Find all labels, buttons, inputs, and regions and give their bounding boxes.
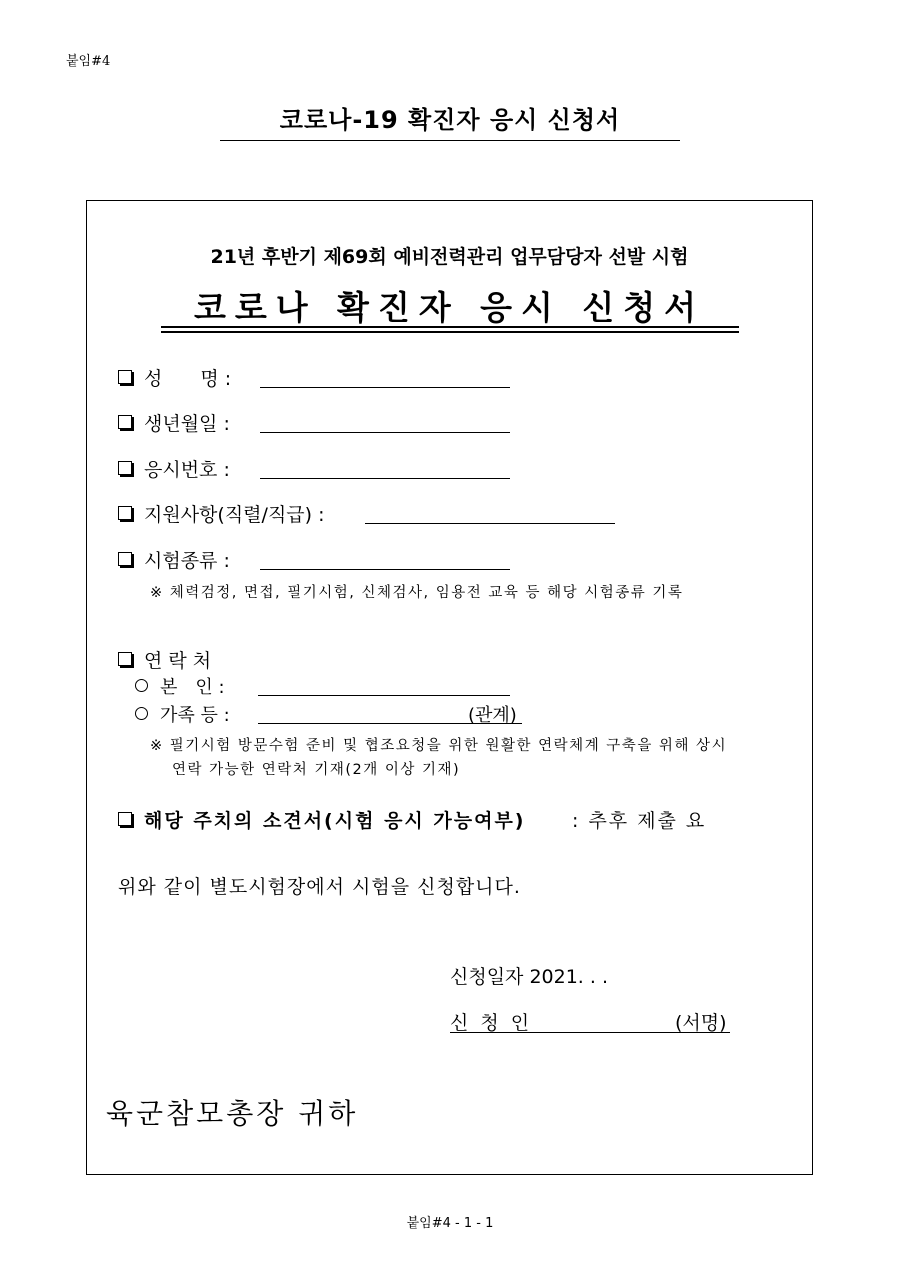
field-name	[118, 364, 231, 391]
birthdate-input-line[interactable]	[260, 432, 510, 433]
field-exam-number	[118, 455, 230, 482]
exam-type-note: ※ 체력검정, 면접, 필기시험, 신체검사, 임용전 교육 등 해당 시험종류 기록	[150, 585, 684, 601]
relation-label: (관계)	[468, 705, 517, 726]
checkbox-icon	[118, 370, 132, 384]
checkbox-icon	[118, 506, 132, 520]
field-application-label: 지원사항(직렬/직급) :	[144, 504, 325, 526]
field-application	[118, 500, 325, 527]
checkbox-icon	[118, 415, 132, 429]
contact-family-label: 가족 등 :	[160, 705, 230, 726]
addressee: 육군참모총장 귀하	[106, 1097, 359, 1130]
field-exam-number-label: 응시번호 :	[144, 459, 230, 481]
field-birthdate	[118, 409, 230, 436]
doctor-opinion-row	[118, 806, 526, 833]
checkbox-icon	[118, 652, 132, 666]
attachment-label: 붙임#4	[66, 54, 111, 69]
exam-number-input-line[interactable]	[260, 478, 510, 479]
doctor-opinion-label: 해당 주치의 소견서(시험 응시 가능여부)	[144, 810, 526, 832]
contact-self	[135, 673, 225, 699]
contact-family	[135, 701, 230, 727]
circle-bullet-icon	[135, 707, 148, 720]
checkbox-icon	[118, 552, 132, 566]
page-title: 코로나-19 확진자 응시 신청서	[279, 106, 621, 134]
contact-note-line1: ※ 필기시험 방문수험 준비 및 협조요청을 위한 원활한 연락체계 구축을 위해 상시	[150, 738, 728, 754]
statement: 위와 같이 별도시험장에서 시험을 신청합니다.	[118, 876, 521, 898]
contact-self-input-line[interactable]	[258, 695, 510, 696]
checkbox-icon	[118, 812, 132, 826]
title-underline	[220, 140, 680, 141]
field-name-label: 성 명 :	[144, 368, 232, 390]
signature-label: (서명)	[675, 1012, 727, 1034]
form-title: 코로나 확진자 응시 신청서	[193, 288, 706, 327]
field-exam-type	[118, 546, 230, 573]
name-input-line[interactable]	[260, 387, 510, 388]
form-title-underline-bottom	[161, 331, 739, 335]
page-footer: 붙임#4 - 1 - 1	[406, 1216, 494, 1231]
field-exam-type-label: 시험종류 :	[144, 550, 230, 572]
field-birthdate-label: 생년월일 :	[144, 413, 230, 435]
form-title-underline-top	[161, 326, 739, 330]
exam-type-input-line[interactable]	[260, 569, 510, 570]
applicant-signature-line[interactable]	[450, 1032, 730, 1033]
contact-self-label: 본 인 :	[160, 677, 225, 698]
doctor-opinion-value: : 추후 제출 요	[572, 810, 707, 832]
applicant-label: 신 청 인	[450, 1012, 533, 1034]
circle-bullet-icon	[135, 679, 148, 692]
application-date: 신청일자 2021. . .	[450, 966, 609, 988]
contact-heading	[118, 646, 211, 673]
application-input-line[interactable]	[365, 523, 615, 524]
exam-title: 21년 후반기 제69회 예비전력관리 업무담당자 선발 시험	[210, 246, 689, 268]
contact-heading-label: 연 락 처	[144, 650, 212, 672]
contact-note-line2: 연락 가능한 연락처 기재(2개 이상 기재)	[172, 762, 461, 778]
checkbox-icon	[118, 461, 132, 475]
